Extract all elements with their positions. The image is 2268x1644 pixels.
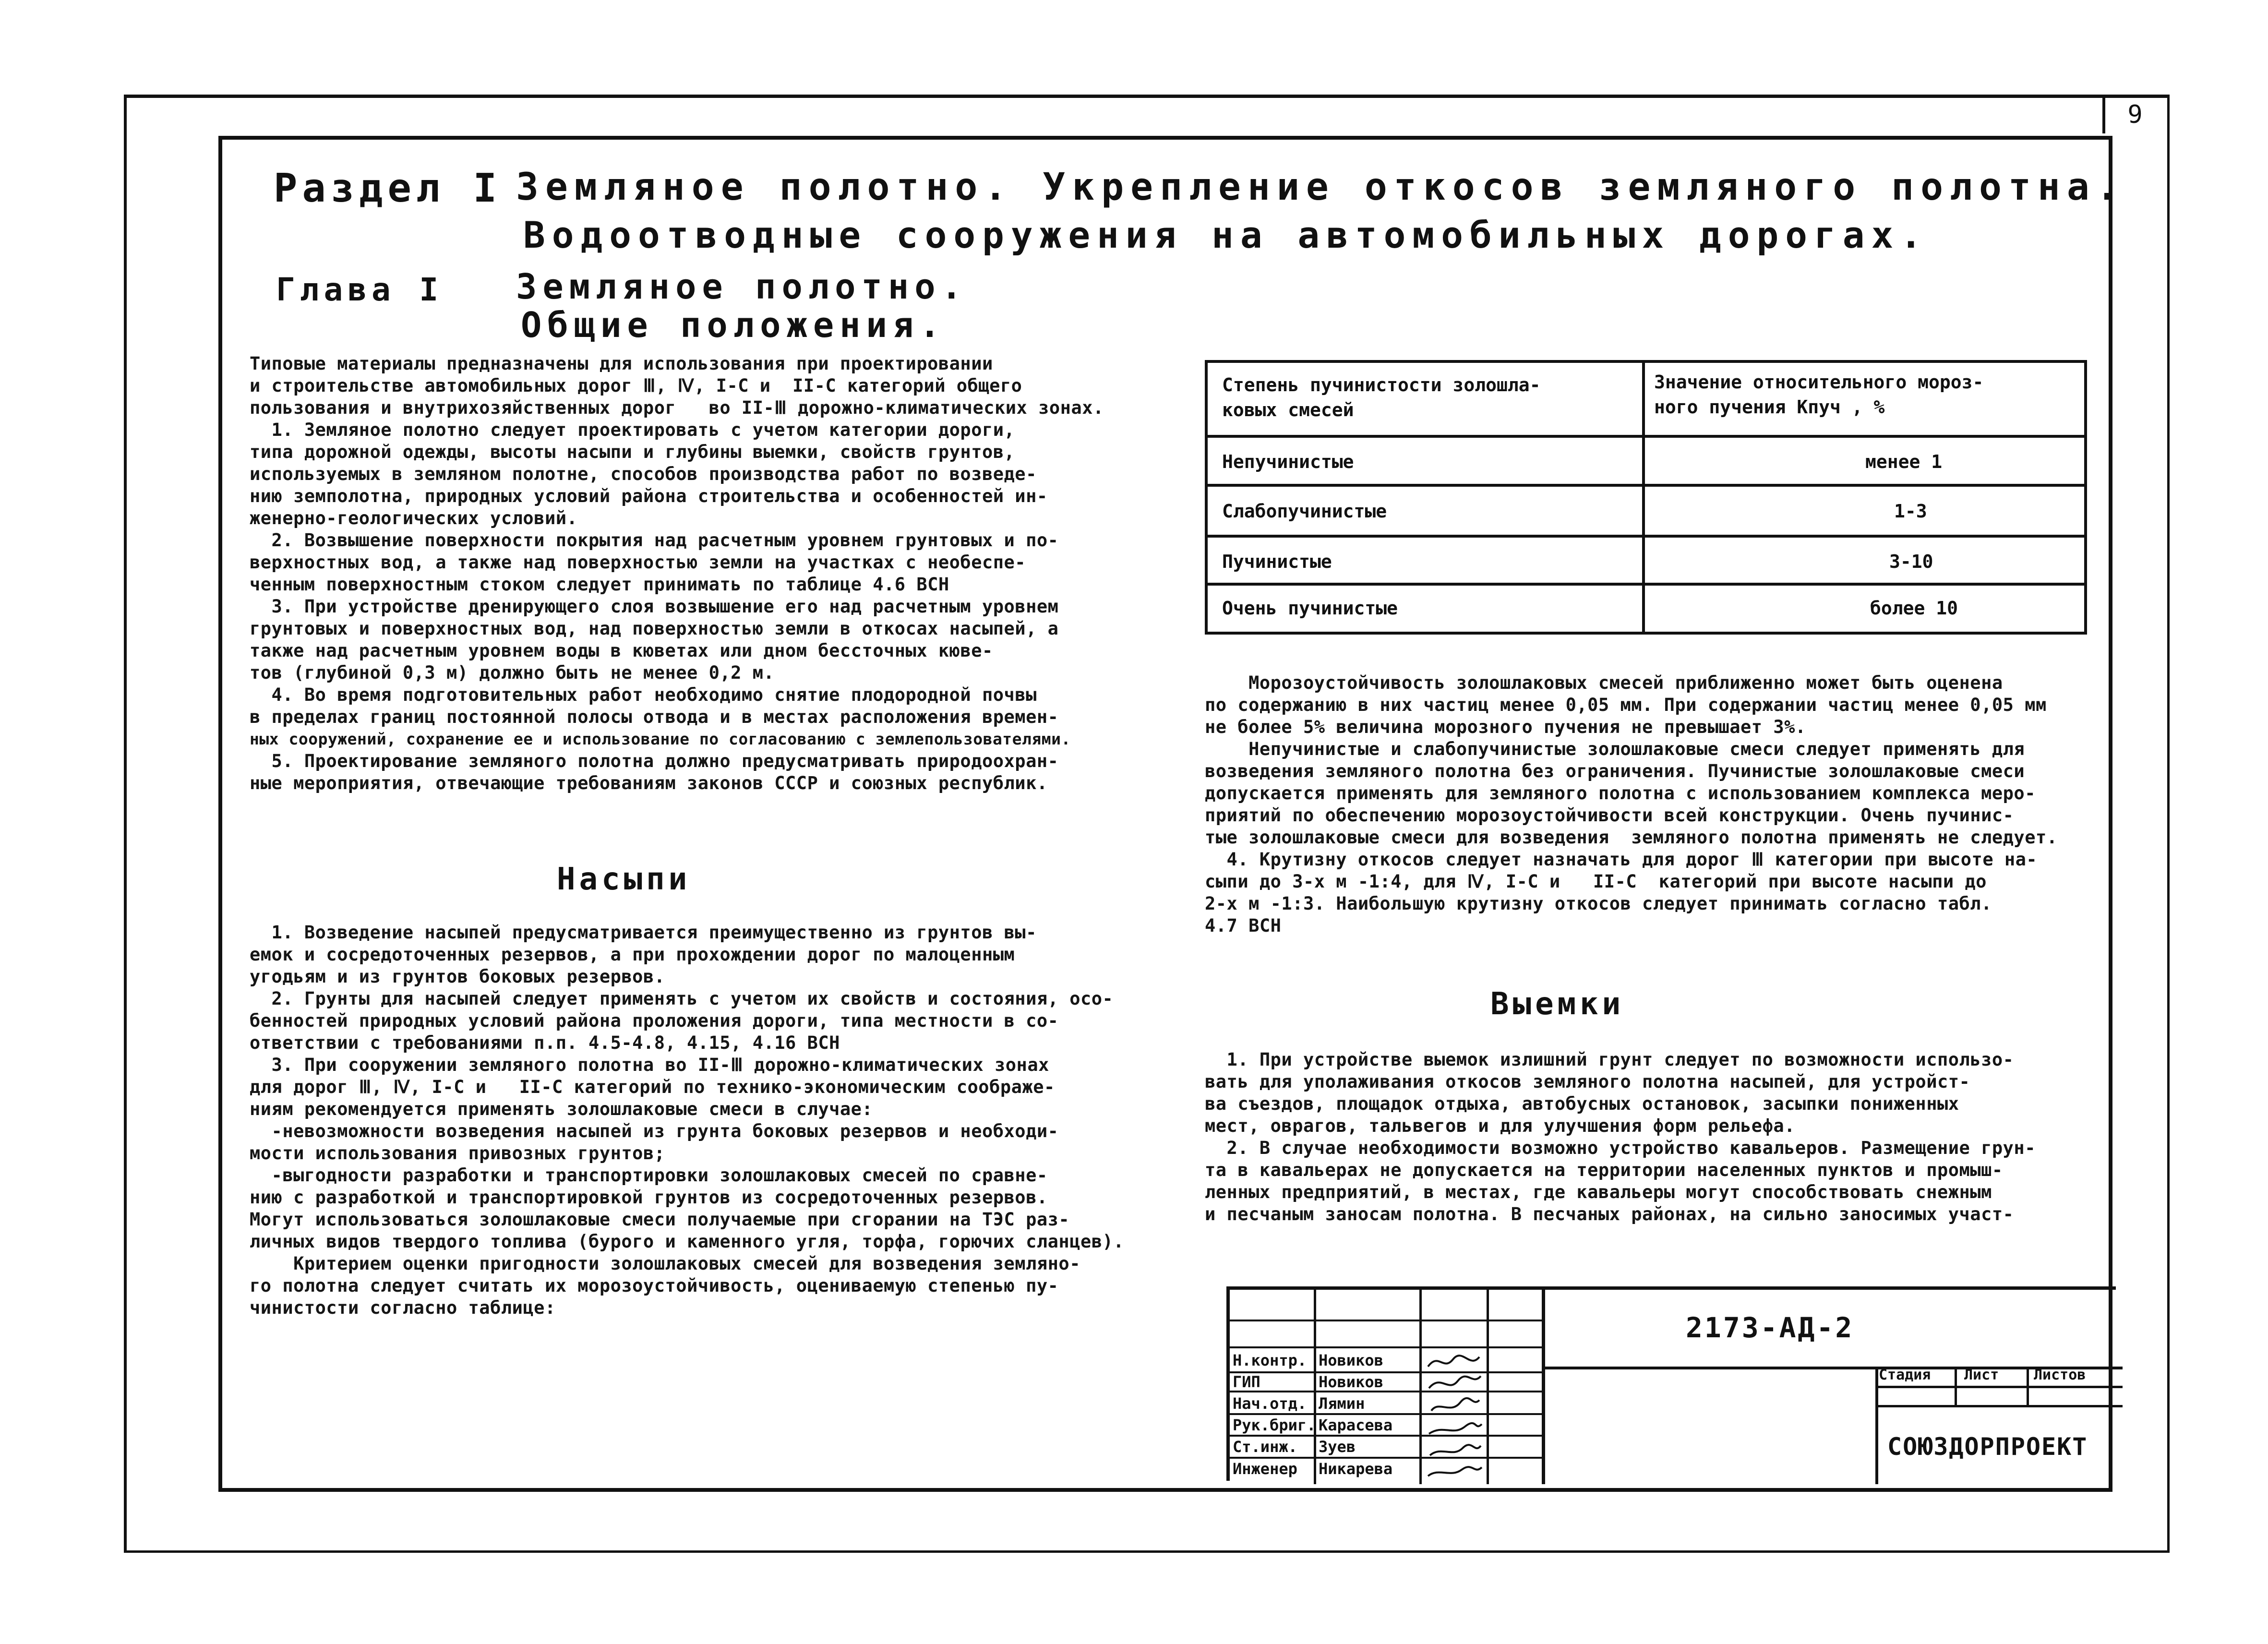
- staff-role: Нач.отд.: [1233, 1394, 1307, 1413]
- staff-name: Карасева: [1319, 1416, 1393, 1434]
- drawing-code: 2173-АД-2: [1686, 1311, 1854, 1344]
- table-cell-name: Пучинистые: [1222, 551, 1332, 572]
- text-line: та в кавальерах не допускается на территории населенных пунктов и промыш-: [1205, 1160, 2003, 1180]
- text-line: бенностей природных условий района проложения дороги, типа местности в со-: [250, 1010, 1059, 1031]
- text-line: 3. При устройстве дренирующего слоя возвышение его над расчетным уровнем: [250, 596, 1059, 617]
- table-row-divider: [1208, 484, 2084, 487]
- text-line: возведения земляного полотна без ограничения. Пучинистые золошлаковые смеси: [1205, 761, 2025, 781]
- text-line: личных видов твердого топлива (бурого и каменного угля, торфа, горючих сланцев).: [250, 1231, 1125, 1252]
- text-line: угодьям и из грунтов боковых резервов.: [250, 966, 665, 987]
- frost-heave-table: [1205, 360, 2087, 635]
- text-line: ленных предприятий, в местах, где кавальеры могут способствовать снежным: [1205, 1182, 1992, 1202]
- text-line: и песчаным заносам полотна. В песчаных районах, на сильно заносимых участ-: [1205, 1204, 2014, 1224]
- text-line: грунтовых и поверхностных вод, над поверхностью земли в откосах насыпей, а: [250, 618, 1059, 639]
- text-line: 4. Во время подготовительных работ необходимо снятие плодородной почвы: [250, 684, 1037, 705]
- table-row-divider: [1208, 435, 2084, 438]
- text-line: 2-х м -1:3. Наибольшую крутизну откосов следует принимать согласно табл.: [1205, 893, 1992, 914]
- staff-role: Н.контр.: [1233, 1351, 1307, 1369]
- text-line: Морозоустойчивость золошлаковых смесей приближенно может быть оценена: [1205, 672, 2003, 693]
- text-line: Типовые материалы предназначены для использования при проектировании: [250, 353, 993, 374]
- text-line: емок и сосредоточенных резервов, а при прохождении дорог по малоценным: [250, 944, 1015, 965]
- table-cell-value: 1-3: [1894, 501, 1927, 522]
- text-line: используемых в земляном полотне, способов производства работ по возведе-: [250, 464, 1037, 484]
- cuttings-title: Выемки: [1490, 986, 1625, 1022]
- signatures: [1424, 1347, 1484, 1482]
- section-title-line-1: Земляное полотно. Укрепление откосов земляного полотна.: [516, 166, 2125, 209]
- text-line: -выгодности разработки и транспортировки золошлаковых смесей по сравне-: [250, 1165, 1048, 1186]
- text-line: сыпи до 3-х м -1:4, для Ⅳ, I-С и II-С категорий при высоте насыпи до: [1205, 871, 1987, 892]
- text-line: Непучинистые и слабопучинистые золошлаковые смеси следует применять для: [1205, 739, 2025, 759]
- text-line: не более 5% величина морозного пучения не превышает 3%.: [1205, 717, 1806, 737]
- text-line: -невозможности возведения насыпей из грунта боковых резервов и необходи-: [250, 1121, 1059, 1141]
- text-line: 5. Проектирование земляного полотна должно предусматривать природоохран-: [250, 751, 1059, 771]
- text-line: в пределах границ постоянной полосы отвода и в местах расположения времен-: [250, 707, 1059, 727]
- text-line: го полотна следует считать их морозоустойчивость, оцениваемую степенью пу-: [250, 1275, 1059, 1296]
- text-line: мости использования привозных грунтов;: [250, 1143, 665, 1164]
- text-line: 2. Возвышение поверхности покрытия над расчетным уровнем грунтовых и по-: [250, 530, 1059, 551]
- text-line: мест, оврагов, тальвегов и для улучшения форм рельефа.: [1205, 1116, 1795, 1136]
- table-cell-name: Очень пучинистые: [1222, 598, 1398, 619]
- staff-role: Ст.инж.: [1233, 1438, 1297, 1456]
- text-line: Критерием оценки пригодности золошлаковых смесей для возведения земляно-: [250, 1253, 1080, 1274]
- table-row-divider: [1208, 583, 2084, 586]
- section-label: Раздел I: [274, 166, 502, 211]
- section-title-line-2: Водоотводные сооружения на автомобильных дорогах.: [523, 214, 1929, 256]
- staff-role: Инженер: [1233, 1460, 1297, 1478]
- chapter-title-line-1: Земляное полотно.: [516, 266, 968, 307]
- text-line: верхностных вод, а также над поверхностью земли на участках с необеспе-: [250, 552, 1026, 573]
- text-line: тов (глубиной 0,3 м) должно быть не менее 0,2 м.: [250, 662, 775, 683]
- staff-name: Лямин: [1319, 1394, 1365, 1413]
- text-line: 3. При сооружении земляного полотна во II-Ⅲ дорожно-климатических зонах: [250, 1055, 1049, 1075]
- text-line: ченным поверхностным стоком следует принимать по таблице 4.6 ВСН: [250, 574, 949, 595]
- staff-role: Рук.бриг.: [1233, 1416, 1316, 1434]
- text-line: допускается применять для земляного полотна с использованием комплекса меро-: [1205, 783, 2036, 804]
- text-line: тые золошлаковые смеси для возведения земляного полотна применять не следует.: [1205, 827, 2058, 848]
- text-line: ниям рекомендуется применять золошлаковые смеси в случае:: [250, 1099, 873, 1119]
- general-provisions-text: [250, 353, 1104, 794]
- title-block: [1226, 1286, 2116, 1481]
- table-header-col1: Степень пучинистости золошла- ковых смесей: [1222, 374, 1541, 420]
- text-line: для дорог Ⅲ, Ⅳ, I-С и II-С категорий по технико-экономическим соображе-: [250, 1077, 1055, 1097]
- text-line: 2. В случае необходимости возможно устройство кавальеров. Размещение грун-: [1205, 1138, 2036, 1158]
- table-row-divider: [1208, 535, 2084, 538]
- staff-role: ГИП: [1233, 1373, 1260, 1391]
- text-line: ответствии с требованиями п.п. 4.5-4.8, 4.15, 4.16 ВСН: [250, 1032, 840, 1053]
- table-cell-value: менее 1: [1865, 451, 1943, 472]
- text-line: Могут использоваться золошлаковые смеси получаемые при сгорании на ТЭС раз-: [250, 1209, 1070, 1230]
- table-column-divider: [1642, 363, 1645, 632]
- text-line: ва съездов, площадок отдыха, автобусных остановок, засыпки пониженных: [1205, 1093, 1959, 1114]
- text-line: типа дорожной одежды, высоты насыпи и глубины выемки, свойств грунтов,: [250, 442, 1015, 462]
- staff-name: Зуев: [1319, 1438, 1356, 1456]
- sheet-number: 9: [2102, 96, 2165, 133]
- stage-header: Стадия: [1879, 1367, 1931, 1383]
- cuttings-text: [1205, 1049, 2036, 1225]
- text-line: 1. Земляное полотно следует проектировать с учетом категории дороги,: [250, 420, 1015, 440]
- text-line: чинистости согласно таблице:: [250, 1297, 556, 1318]
- text-line: ные мероприятия, отвечающие требованиям законов СССР и союзных республик.: [250, 773, 1048, 793]
- text-line: ных сооружений, сохранение ее и использование по согласованию с землепользователями.: [250, 730, 1071, 748]
- text-line: женерно-геологических условий.: [250, 508, 578, 528]
- table-cell-name: Слабопучинистые: [1222, 501, 1387, 522]
- text-line: нию с разработкой и транспортировкой грунтов из сосредоточенных резервов.: [250, 1187, 1048, 1208]
- table-cell-name: Непучинистые: [1222, 451, 1354, 472]
- text-line: нию земполотна, природных условий района строительства и особенностей ин-: [250, 486, 1048, 506]
- text-line: 4.7 ВСН: [1205, 915, 1282, 936]
- chapter-title-line-2: Общие положения.: [521, 305, 946, 345]
- table-header-col2: Значение относительного мороз- ного пучения Кпуч , %: [1654, 372, 1984, 418]
- text-line: также над расчетным уровнем воды в кюветах или дном бессточных кюве-: [250, 640, 993, 661]
- table-cell-value: 3-10: [1889, 551, 1933, 572]
- staff-name: Никарева: [1319, 1460, 1393, 1478]
- text-line: 1. Возведение насыпей предусматривается преимущественно из грунтов вы-: [250, 922, 1037, 943]
- frost-resistance-text: [1205, 672, 2058, 937]
- text-line: 4. Крутизну откосов следует назначать для дорог Ⅲ категории при высоте на-: [1205, 849, 2038, 870]
- text-line: и строительстве автомобильных дорог Ⅲ, Ⅳ, I-С и II-С категорий общего: [250, 375, 1022, 396]
- organization-name: СОЮЗДОРПРОЕКТ: [1887, 1433, 2088, 1461]
- chapter-label: Глава I: [276, 271, 444, 308]
- staff-name: Новиков: [1319, 1351, 1383, 1369]
- embankments-title: Насыпи: [557, 862, 691, 897]
- embankments-text: [250, 922, 1124, 1319]
- table-cell-value: более 10: [1870, 598, 1958, 619]
- text-line: по содержанию в них частиц менее 0,05 мм. При содержании частиц менее 0,05 мм: [1205, 695, 2047, 715]
- text-line: 2. Грунты для насыпей следует применять с учетом их свойств и состояния, осо-: [250, 988, 1114, 1009]
- sheet-header: Лист: [1964, 1367, 1999, 1383]
- text-line: 1. При устройстве выемок излишний грунт следует по возможности использо-: [1205, 1049, 2014, 1070]
- text-line: приятий по обеспечению морозоустойчивости всей конструкции. Очень пучинис-: [1205, 805, 2014, 826]
- staff-name: Новиков: [1319, 1373, 1383, 1391]
- sheets-header: Листов: [2034, 1367, 2086, 1383]
- text-line: вать для уполаживания откосов земляного полотна насыпей, для устройст-: [1205, 1071, 1970, 1092]
- text-line: пользования и внутрихозяйственных дорог во II-Ⅲ дорожно-климатических зонах.: [250, 397, 1104, 418]
